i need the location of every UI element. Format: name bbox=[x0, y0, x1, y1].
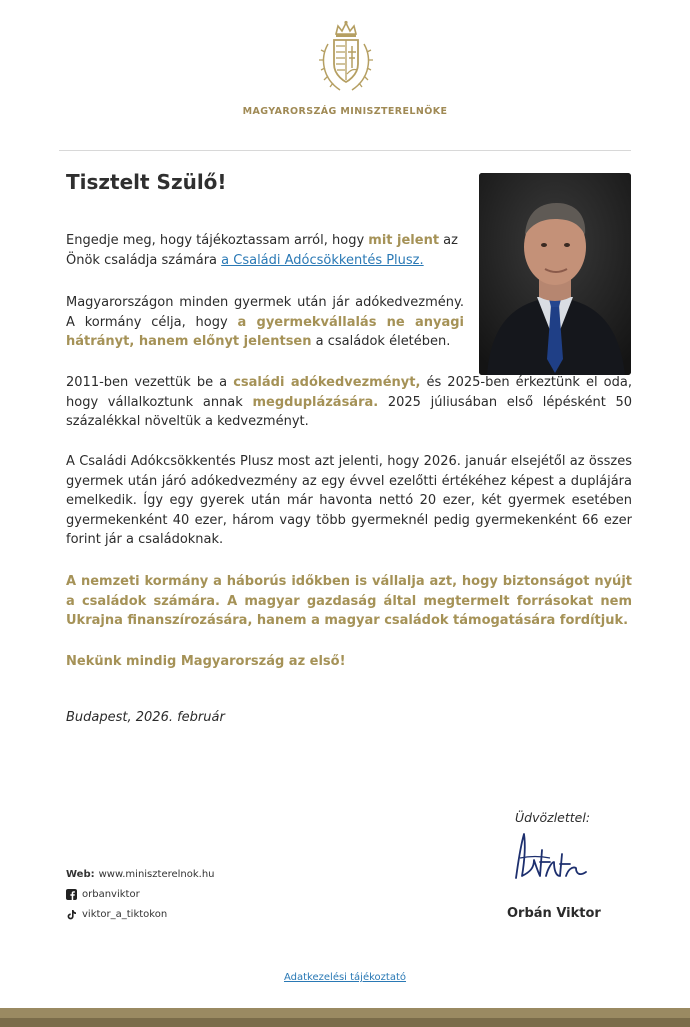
intro-text-1: Engedje meg, hogy tájékoztassam arról, hogy bbox=[66, 233, 369, 248]
header-divider bbox=[59, 150, 631, 151]
tiktok-icon bbox=[66, 909, 77, 920]
history-text-2: és 2025-ben érkeztünk el oda, hogy vállalkoztunk annak bbox=[66, 375, 632, 410]
web-address[interactable]: www.miniszterelnok.hu bbox=[98, 869, 215, 880]
signer-name: Orbán Viktor bbox=[507, 906, 601, 921]
program-link[interactable]: a Családi Adócsökkentés Plusz. bbox=[221, 252, 424, 268]
tiktok-handle[interactable]: viktor_a_tiktokon bbox=[82, 909, 168, 920]
paragraph-commitment: A nemzeti kormány a háborús időkben is vállalja azt, hogy biztonságot nyújt a családok számára. A magyar gazdaság által megtermelt forrásokat nem Ukrajna finanszírozására, hanem a magyar családok támogatására fordítjuk. bbox=[66, 574, 632, 628]
contact-web bbox=[66, 869, 215, 880]
signature-image bbox=[510, 828, 592, 886]
contact-facebook[interactable] bbox=[66, 889, 140, 900]
paragraph-intro bbox=[66, 231, 466, 270]
history-text-1: 2011-ben vezettük be a bbox=[66, 375, 234, 390]
intro-highlight: mit jelent bbox=[368, 233, 440, 248]
coat-of-arms-icon bbox=[316, 20, 376, 96]
letter-header bbox=[0, 0, 690, 150]
history-highlight-1: családi adókedvezményt, bbox=[233, 375, 421, 390]
ministry-title: MAGYARORSZÁG MINISZTERELNÖKE bbox=[242, 106, 448, 117]
goal-text-2: a családok életében. bbox=[311, 334, 451, 349]
paragraph-goal bbox=[66, 293, 464, 352]
place-and-date: Budapest, 2026. február bbox=[66, 710, 225, 725]
goal-text-1: Magyarországon minden gyermek után jár adókedvezmény. A kormány célja, hogy bbox=[66, 295, 464, 330]
history-text-3: 2025 júliusában első lépésként 50 százalékkal növeltük a kedvezményt. bbox=[66, 394, 632, 429]
history-highlight-2: megduplázására. bbox=[252, 394, 379, 410]
intro-text-2: az Önök családja számára bbox=[66, 233, 458, 268]
goal-highlight: a gyermekvállalás ne anyagi hátrányt, hanem előnyt jelentsen bbox=[66, 314, 464, 349]
contact-tiktok[interactable] bbox=[66, 909, 167, 920]
privacy-policy-link[interactable]: Adatkezelési tájékoztató bbox=[283, 972, 407, 983]
portrait-illustration bbox=[479, 173, 631, 375]
facebook-handle[interactable]: orbanviktor bbox=[82, 889, 140, 900]
paragraph-history bbox=[66, 373, 632, 432]
letter-greeting: Tisztelt Szülő! bbox=[66, 170, 227, 194]
regards-text: Üdvözlettel: bbox=[515, 810, 591, 825]
web-label: Web: bbox=[66, 869, 95, 880]
paragraph-details: A Családi Adókcsökkentés Plusz most azt jelenti, hogy 2026. január elsejétől az összes gyermek után járó adókedvezmény az egy évvel ezelőtti értékéhez képest a duplájára emelkedik. Így egy gyerek után már havonta nettó 20 ezer, két gyermek esetében gyermekenként 40 ezer, három vagy több gyermeknél pedig gyermekenként 66 ezer forint jár a családoknak. bbox=[66, 454, 632, 547]
facebook-icon bbox=[66, 889, 77, 900]
footer-band bbox=[0, 1008, 690, 1027]
portrait-photo bbox=[479, 173, 631, 375]
paragraph-slogan: Nekünk mindig Magyarország az első! bbox=[66, 654, 346, 669]
